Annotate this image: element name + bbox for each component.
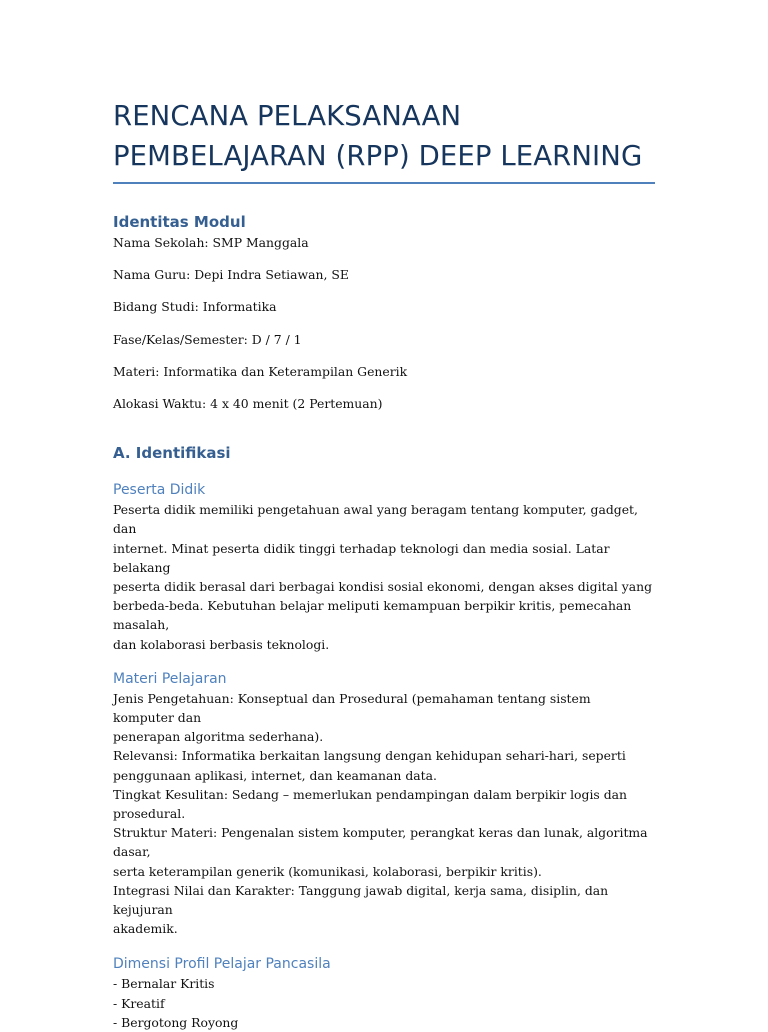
section-a-heading: A. Identifikasi xyxy=(113,444,231,463)
dimensi-profil-heading: Dimensi Profil Pelajar Pancasila xyxy=(113,956,331,973)
field-bidang-studi: Bidang Studi: Informatika xyxy=(113,299,277,315)
document-title-line-1: RENCANA PELAKSANAAN xyxy=(113,100,462,132)
materi-pelajaran-block xyxy=(113,669,655,939)
identitas-modul-heading: Identitas Modul xyxy=(113,213,246,231)
dimensi-profil-block xyxy=(113,954,655,1032)
field-nama-sekolah: Nama Sekolah: SMP Manggala xyxy=(113,235,309,250)
document-title xyxy=(113,0,655,176)
materi-line: Struktur Materi: Pengenalan sistem komputer, perangkat keras dan lunak, algoritma dasar, xyxy=(113,825,648,860)
list-item: - Kreatif xyxy=(113,995,165,1011)
identitas-modul-section xyxy=(113,212,655,413)
materi-line: serta keterampilan generik (komunikasi, kolaborasi, berpikir kritis). xyxy=(113,863,542,879)
document-title-line-2: PEMBELAJARAN (RPP) DEEP LEARNING xyxy=(113,140,643,172)
title-underline xyxy=(113,182,655,184)
peserta-line: internet. Minat peserta didik tinggi terhadap teknologi dan media sosial. Latar belakang xyxy=(113,540,610,575)
field-nama-guru: Nama Guru: Depi Indra Setiawan, SE xyxy=(113,267,349,283)
dimensi-profil-list xyxy=(113,974,655,1032)
materi-line: Relevansi: Informatika berkaitan langsung dengan kehidupan sehari-hari, seperti xyxy=(113,748,626,764)
materi-line: penggunaan aplikasi, internet, dan keamanan data. xyxy=(113,767,437,783)
peserta-didik-heading: Peserta Didik xyxy=(113,482,206,499)
peserta-line: berbeda-beda. Kebutuhan belajar meliputi kemampuan berpikir kritis, pemecahan masalah, xyxy=(113,598,632,633)
peserta-line: Peserta didik memiliki pengetahuan awal yang beragam tentang komputer, gadget, dan xyxy=(113,502,638,537)
list-item: - Bernalar Kritis xyxy=(113,976,215,992)
section-a-identifikasi xyxy=(113,443,655,1032)
document-page xyxy=(113,0,655,1032)
peserta-didik-block xyxy=(113,480,655,654)
field-materi: Materi: Informatika dan Keterampilan Generik xyxy=(113,363,408,379)
list-item: - Bergotong Royong xyxy=(113,1014,239,1030)
materi-line: Tingkat Kesulitan: Sedang – memerlukan pendampingan dalam berpikir logis dan xyxy=(113,786,628,802)
materi-line: akademik. xyxy=(113,921,178,937)
peserta-didik-paragraph xyxy=(113,500,655,654)
peserta-line: peserta didik berasal dari berbagai kondisi sosial ekonomi, dengan akses digital yang xyxy=(113,579,653,595)
materi-pelajaran-paragraph xyxy=(113,689,655,939)
identitas-fields xyxy=(113,233,655,413)
materi-line: penerapan algoritma sederhana). xyxy=(113,729,324,745)
materi-line: prosedural. xyxy=(113,806,186,822)
field-fase-kelas-semester: Fase/Kelas/Semester: D / 7 / 1 xyxy=(113,331,302,347)
materi-pelajaran-heading: Materi Pelajaran xyxy=(113,670,227,687)
materi-line: Integrasi Nilai dan Karakter: Tanggung jawab digital, kerja sama, disiplin, dan kejujuran xyxy=(113,882,609,918)
materi-line: Jenis Pengetahuan: Konseptual dan Prosedural (pemahaman tentang sistem komputer dan xyxy=(113,690,591,726)
field-alokasi-waktu: Alokasi Waktu: 4 x 40 menit (2 Pertemuan) xyxy=(113,396,383,412)
peserta-line: dan kolaborasi berbasis teknologi. xyxy=(113,636,330,652)
